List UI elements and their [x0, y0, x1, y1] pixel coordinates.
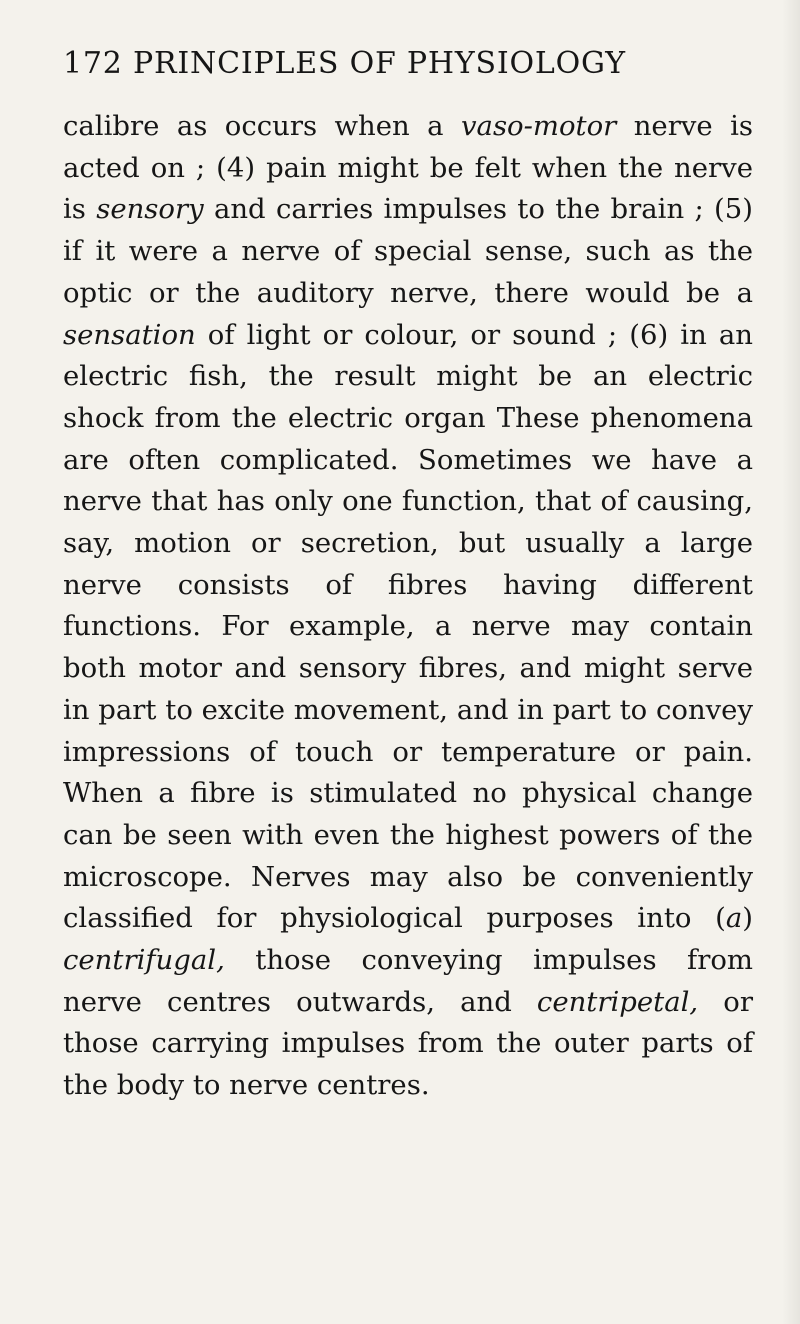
- running-head: [63, 44, 753, 84]
- text-run: calibre as occurs when a: [63, 110, 462, 142]
- text-run: of light or colour, or sound ; (6) in an electric fish, the result might be an electric shock from the electric organ These phenomena are often complicated. Sometimes we have a nerve that has only one function, that of causing, say, motion or secretion, but usually a large nerve consists of fibres having different functions. For example, a nerve may contain both motor and sensory fibres, and might serve in part to excite movement, and in part to convey impressions of touch or temperature or pain. When a fibre is stimulated no physical change can be seen with even the highest powers of the microscope. Nerves may also be conveniently classified for physiological purposes into (: [63, 318, 753, 935]
- text-run: those conveying impulses from nerve centres outwards, and: [63, 944, 753, 1018]
- italic-term-vaso-motor: vaso-motor: [461, 110, 617, 142]
- italic-term-sensory: sensory: [96, 193, 204, 226]
- text-run: ): [742, 902, 753, 935]
- italic-term-centrifugal: centrifugal,: [63, 944, 225, 977]
- body-paragraph: [63, 106, 753, 1107]
- page-number: 172: [63, 46, 123, 81]
- italic-term-sensation: sensation: [63, 318, 196, 351]
- text-run: or those carrying impulses from the outer parts of the body to nerve centres.: [63, 985, 753, 1102]
- italic-term-centripetal: centripetal,: [536, 985, 699, 1018]
- text-run: and carries impulses to the brain ; (5) if it were a nerve of special sense, such as the optic or the auditory nerve, there would be a: [63, 193, 753, 309]
- text-run: nerve is acted on ; (4) pain might be felt when the nerve is: [63, 110, 753, 226]
- italic-term-a: a: [725, 902, 743, 935]
- running-title: PRINCIPLES OF PHYSIOLOGY: [133, 46, 626, 81]
